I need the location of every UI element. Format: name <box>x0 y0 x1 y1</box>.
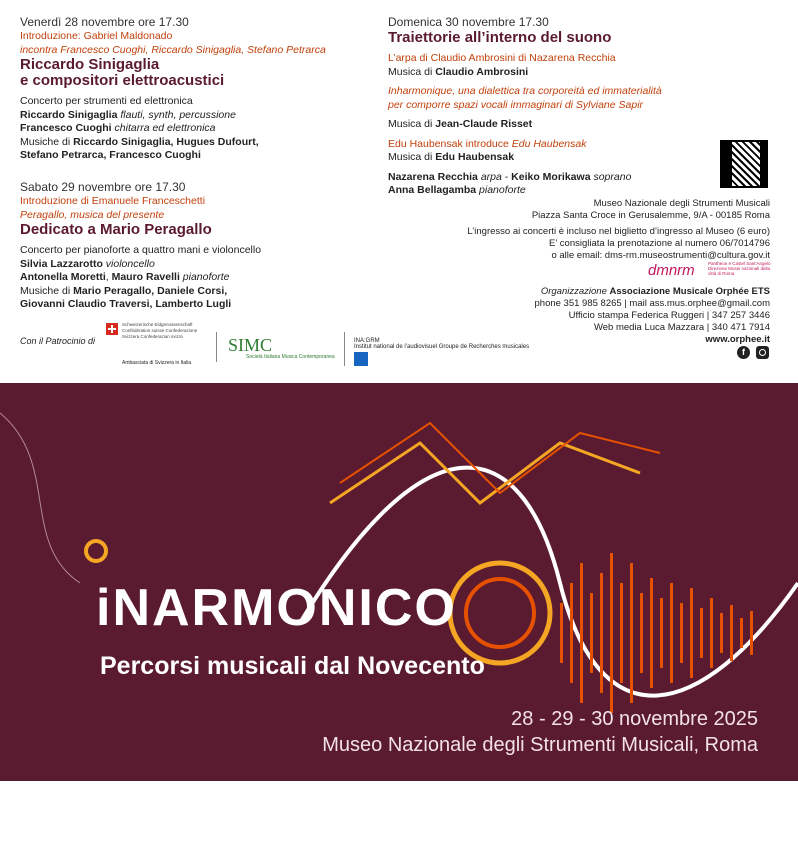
sunday-p3-music: Musica di Edu Haubensak <box>388 151 515 163</box>
simc-sub: Società Italiana Musica Contemporanea <box>246 354 335 360</box>
instagram-icon[interactable] <box>756 346 769 359</box>
friday-line-3: Francesco Cuoghi chitarra ed elettronica <box>20 122 216 134</box>
friday-block <box>20 15 326 163</box>
sunday-p2-intro-1: Inharmonique, una dialettica tra corporeità ed immaterialità <box>388 85 662 97</box>
museum-address: Piazza Santa Croce in Gerusalemme, 9/A - 00185 Roma <box>531 210 770 221</box>
facebook-icon[interactable]: f <box>737 346 750 359</box>
saturday-line-5: Giovanni Claudio Traversi, Lamberto Lugli <box>20 298 232 310</box>
program-panel <box>0 0 798 383</box>
saturday-line-4: Musiche di Mario Peragallo, Daniele Corsi, <box>20 284 228 297</box>
friday-line-2: Riccardo Sinigaglia flauti, synth, percussione <box>20 108 236 121</box>
saturday-line-3: Antonella Moretti, Mauro Ravelli pianoforte <box>20 271 230 283</box>
saturday-line-1: Concerto per pianoforte a quattro mani e violoncello <box>20 244 262 256</box>
friday-line-4: Musiche di Riccardo Sinigaglia, Hugues Dufourt, <box>20 135 259 148</box>
saturday-line-2: Silvia Lazzarotto violoncello <box>20 257 155 270</box>
friday-line-5: Stefano Petrarca, Francesco Cuoghi <box>20 149 201 161</box>
saturday-intro: Introduzione di Emanuele Franceschetti <box>20 195 206 207</box>
sunday-performers-1: Nazarena Recchia arpa - Keiko Morikawa soprano <box>388 170 632 183</box>
sunday-p1-intro: L’arpa di Claudio Ambrosini di Nazarena Recchia <box>388 52 616 64</box>
swiss-sub: Ambasciata di Svizzera in Italia <box>122 360 192 366</box>
dmnrm-logo: dmnrm <box>648 262 695 279</box>
qr-code[interactable] <box>720 140 768 188</box>
sunday-block <box>388 15 662 198</box>
friday-title-1: Riccardo Sinigaglia <box>20 56 160 73</box>
saturday-title: Dedicato a Mario Peragallo <box>20 221 212 238</box>
sunday-title: Traiettorie all’interno del suono <box>388 29 612 46</box>
orphee-logo: orphée associazione musicale ets <box>46 808 182 849</box>
dmnrm-sub: Pantheon e Castel Sant’Angelo Direzione Musei nazionali della città di Roma <box>708 261 771 276</box>
sunday-p3-intro: Edu Haubensak introduce Edu Haubensak <box>388 137 587 150</box>
web-media: Web media Luca Mazzara | 340 471 7914 <box>593 322 770 333</box>
saturday-block <box>20 180 261 312</box>
inagrm-sub: Institut national de l’audiovisuel Groupe de Recherches musicales <box>354 344 530 350</box>
poster-panel <box>0 383 798 849</box>
swiss-text: Schweizerische Eidgenossenschaft Confédération suisse Confederazione Svizzera Confederaziun svizra <box>122 322 198 339</box>
friday-intro: Introduzione: Gabriel Maldonado <box>20 30 173 42</box>
sunday-p2-music: Musica di Jean-Claude Risset <box>388 118 533 130</box>
entry-line-2: E’ consigliata la prenotazione al numero 06/7014796 <box>549 238 770 249</box>
swiss-flag-icon <box>106 323 118 335</box>
simc-logo: SIMC <box>228 335 273 355</box>
entry-line-1: L’ingresso ai concerti è incluso nel biglietto d’ingresso al Museo (6 euro) <box>467 226 770 237</box>
museum-name: Museo Nazionale degli Strumenti Musicali <box>593 198 770 209</box>
main-title: iNARMONICO <box>96 579 457 637</box>
sunday-p1-music: Musica di Claudio Ambrosini <box>388 65 529 78</box>
sunday-p2-intro-2: per comporre spazi vocali immaginari di Sylviane Sapir <box>388 98 644 111</box>
friday-date: Venerdì 28 novembre ore 17.30 <box>20 15 189 29</box>
phone-mail[interactable]: phone 351 985 8265 | mail ass.mus.orphee@gmail.com <box>534 298 770 309</box>
ina-icon <box>354 352 368 366</box>
entry-line-3[interactable]: o alle email: dms-rm.museostrumenti@cultura.gov.it <box>551 250 770 261</box>
saturday-date: Sabato 29 novembre ore 17.30 <box>20 180 186 194</box>
website[interactable]: www.orphee.it <box>705 334 770 345</box>
organization-info <box>535 286 771 346</box>
sunday-date: Domenica 30 novembre 17.30 <box>388 15 549 29</box>
subtitle: Percorsi musicali dal Novecento <box>100 652 485 680</box>
press-office: Ufficio stampa Federica Ruggeri | 347 257 3446 <box>568 310 770 321</box>
museo-logo: MUSEO NAZIONALE DEGLI STRUMENTI MUSICALI <box>218 793 350 837</box>
saturday-intro-sub: Peragallo, musica del presente <box>20 208 165 221</box>
orphee-icon <box>46 808 84 846</box>
event-dates: 28 - 29 - 30 novembre 2025 <box>511 708 758 730</box>
organization: Organizzazione Associazione Musicale Orphée ETS <box>540 286 770 297</box>
inagrm-logo: INA:GRM <box>354 338 380 344</box>
venue-info <box>532 198 770 222</box>
friday-intro-sub: incontra Francesco Cuoghi, Riccardo Sinigaglia, Stefano Petrarca <box>20 43 326 56</box>
treble-clef-icon <box>218 799 248 853</box>
friday-line-1: Concerto per strumenti ed elettronica <box>20 95 193 107</box>
sunday-performers-2: Anna Bellagamba pianoforte <box>388 184 526 196</box>
patronage-label: Con il Patrocinio di <box>20 336 96 346</box>
entry-info <box>467 226 770 262</box>
friday-title-2: e compositori elettroacustici <box>20 72 225 89</box>
event-place: Museo Nazionale degli Strumenti Musicali, Roma <box>322 734 758 756</box>
